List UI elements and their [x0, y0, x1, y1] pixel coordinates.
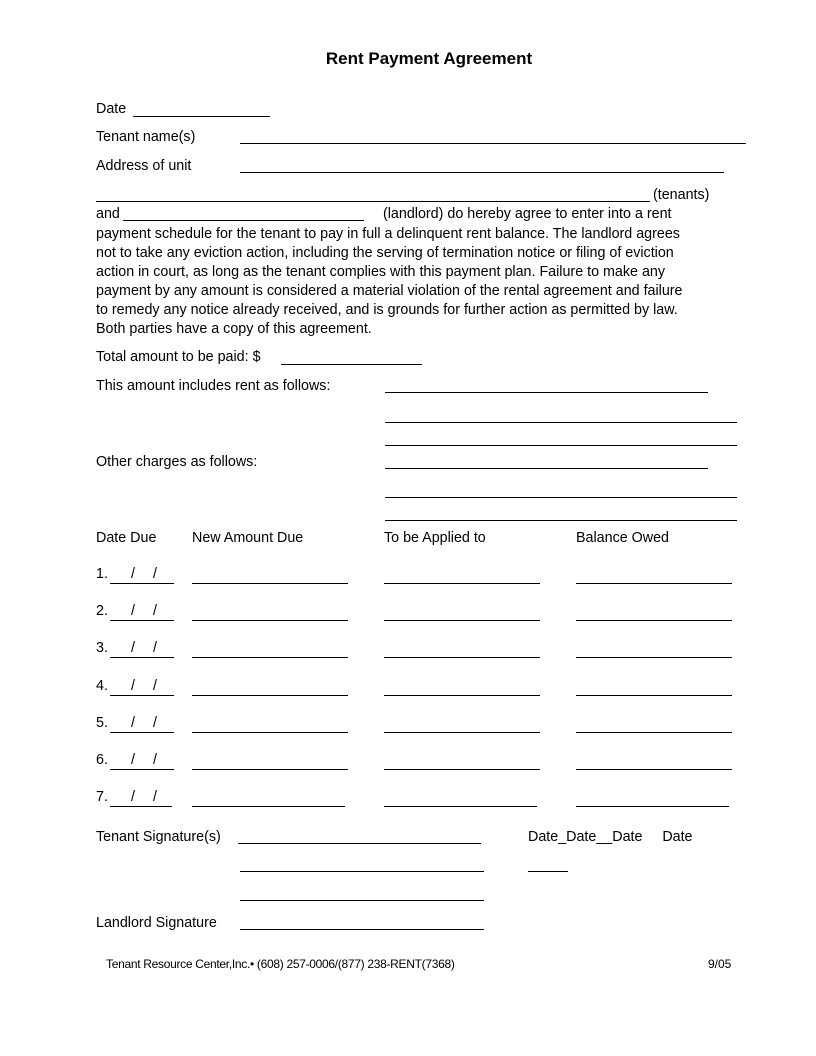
paragraph-line: payment schedule for the tenant to pay in full a delinquent rent balance. The landlord agrees: [96, 226, 680, 242]
date-due-field[interactable]: [110, 752, 174, 770]
applied-to-field[interactable]: [384, 769, 540, 770]
landlord-signature-label: Landlord Signature: [96, 915, 217, 931]
date-field[interactable]: [133, 116, 270, 117]
date-label: Date: [96, 101, 127, 117]
tenants-field[interactable]: [96, 201, 650, 202]
table-row: [96, 678, 756, 698]
other-charges-label: Other charges as follows:: [96, 454, 258, 470]
header-new-amount-due: New Amount Due: [192, 530, 304, 546]
total-amount-field[interactable]: [281, 364, 422, 365]
balance-owed-field[interactable]: [576, 769, 732, 770]
new-amount-field[interactable]: [192, 583, 348, 584]
rent-line-2[interactable]: [385, 422, 737, 423]
date-due-field[interactable]: [110, 640, 174, 658]
date-due-field[interactable]: [110, 715, 174, 733]
other-charges-line-3[interactable]: [385, 520, 737, 521]
balance-owed-field[interactable]: [576, 695, 732, 696]
row-number: 6.: [96, 752, 108, 768]
date-due-field[interactable]: [110, 789, 172, 807]
rent-includes-label: This amount includes rent as follows:: [96, 378, 331, 394]
footer-contact: Tenant Resource Center,Inc.• (608) 257-0006/(877) 238-RENT(7368): [106, 957, 455, 971]
paragraph-line: payment by any amount is considered a material violation of the rental agreement and failure: [96, 283, 683, 300]
tenant-signature-label: Tenant Signature(s): [96, 829, 221, 845]
applied-to-field[interactable]: [384, 583, 540, 584]
date-separator: /: [131, 566, 135, 582]
balance-owed-field[interactable]: [576, 732, 732, 733]
tenant-signature-line-3[interactable]: [240, 900, 484, 901]
header-balance-owed: Balance Owed: [576, 530, 669, 546]
new-amount-field[interactable]: [192, 620, 348, 621]
tenant-signature-line-1[interactable]: [238, 843, 481, 844]
balance-owed-field[interactable]: [576, 620, 732, 621]
row-number: 2.: [96, 603, 108, 619]
new-amount-field[interactable]: [192, 695, 348, 696]
paragraph-line: Both parties have a copy of this agreement.: [96, 321, 372, 338]
landlord-label: (landlord) do hereby agree to enter into a rent: [383, 206, 672, 222]
table-row: [96, 752, 756, 772]
footer-revision-date: 9/05: [708, 957, 732, 971]
paragraph-line: not to take any eviction action, including the serving of termination notice or filing of eviction: [96, 245, 674, 262]
tenant-signature-line-2[interactable]: [240, 871, 484, 872]
tenant-names-label: Tenant name(s): [96, 129, 196, 145]
new-amount-field[interactable]: [192, 806, 345, 807]
paragraph-line: to remedy any notice already received, and is grounds for further action as permitted by law.: [96, 302, 678, 319]
applied-to-field[interactable]: [384, 657, 540, 658]
table-row: [96, 715, 756, 735]
row-number: 4.: [96, 678, 108, 694]
table-row: [96, 789, 756, 809]
agreement-paragraph: [96, 225, 730, 340]
row-number: 3.: [96, 640, 108, 656]
row-number: 1.: [96, 566, 108, 582]
date-separator: /: [153, 789, 157, 805]
date-separator: /: [131, 789, 135, 805]
applied-to-field[interactable]: [384, 695, 540, 696]
row-number: 7.: [96, 789, 108, 805]
date-separator: /: [153, 752, 157, 768]
table-row: [96, 566, 756, 586]
address-field[interactable]: [240, 172, 724, 173]
other-charges-line-2[interactable]: [385, 497, 737, 498]
signature-date-label: Date_Date__Date Date: [528, 829, 693, 845]
date-separator: /: [131, 752, 135, 768]
applied-to-field[interactable]: [384, 732, 540, 733]
date-separator: /: [131, 640, 135, 656]
date-separator: /: [131, 678, 135, 694]
rent-line-3[interactable]: [385, 445, 737, 446]
and-label: and: [96, 206, 120, 222]
landlord-signature-line[interactable]: [240, 929, 484, 930]
date-separator: /: [131, 715, 135, 731]
new-amount-field[interactable]: [192, 732, 348, 733]
landlord-field[interactable]: [123, 220, 364, 221]
page-title: Rent Payment Agreement: [325, 49, 533, 68]
tenant-names-field[interactable]: [240, 143, 746, 144]
other-charges-line-1[interactable]: [385, 468, 708, 469]
header-date-due: Date Due: [96, 530, 157, 546]
balance-owed-field[interactable]: [576, 583, 732, 584]
tenants-suffix: (tenants): [653, 187, 710, 203]
address-label: Address of unit: [96, 158, 192, 174]
total-amount-label: Total amount to be paid: $: [96, 349, 261, 365]
date-due-field[interactable]: [110, 566, 174, 584]
rent-line-1[interactable]: [385, 392, 708, 393]
new-amount-field[interactable]: [192, 657, 348, 658]
table-row: [96, 603, 756, 623]
date-separator: /: [153, 603, 157, 619]
new-amount-field[interactable]: [192, 769, 348, 770]
paragraph-line: action in court, as long as the tenant complies with this payment plan. Failure to make any: [96, 264, 665, 281]
row-number: 5.: [96, 715, 108, 731]
applied-to-field[interactable]: [384, 620, 540, 621]
date-separator: /: [153, 678, 157, 694]
table-row: [96, 640, 756, 660]
date-separator: /: [153, 715, 157, 731]
date-due-field[interactable]: [110, 678, 174, 696]
signature-date-field[interactable]: [528, 871, 568, 872]
date-separator: /: [153, 566, 157, 582]
header-applied-to: To be Applied to: [384, 530, 486, 546]
applied-to-field[interactable]: [384, 806, 537, 807]
balance-owed-field[interactable]: [576, 806, 729, 807]
date-due-field[interactable]: [110, 603, 174, 621]
date-separator: /: [153, 640, 157, 656]
date-separator: /: [131, 603, 135, 619]
balance-owed-field[interactable]: [576, 657, 732, 658]
